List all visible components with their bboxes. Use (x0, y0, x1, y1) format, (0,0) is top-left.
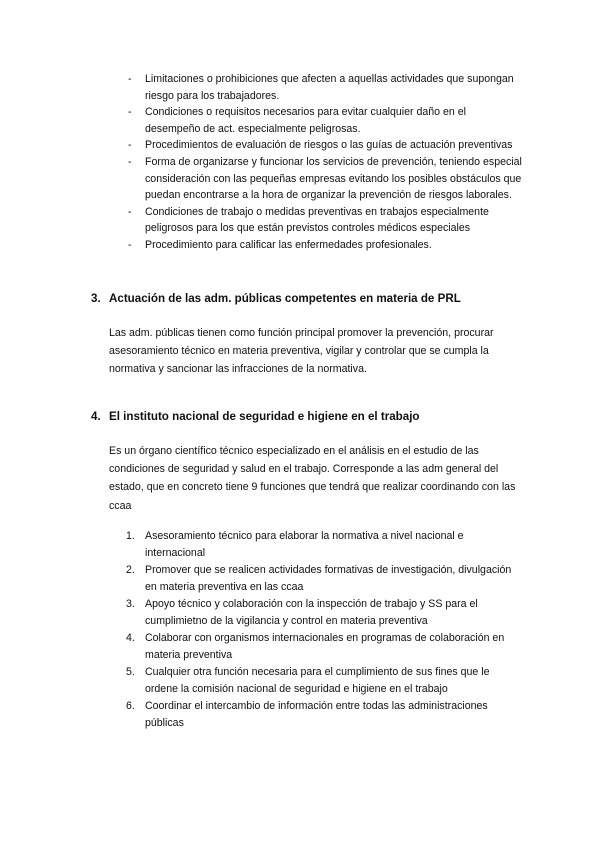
bullet-dash: - (128, 205, 132, 218)
item-number: 2. (126, 564, 135, 576)
section-4-heading (91, 409, 561, 425)
section-3-paragraph: Las adm. públicas tienen como función principal promover la prevención, procurar asesoramiento técnico en materia preventiva, vigilar y controlar que se cumpla la normativa y sancionar las infracciones de la normativa. (109, 327, 494, 376)
section-3-number: 3. (91, 292, 101, 305)
list-item-text: Procedimientos de evaluación de riesgos o las guías de actuación preventivas (145, 139, 513, 152)
list-item (0, 596, 600, 630)
list-item-text: Cualquier otra función necesaria para el cumplimiento de sus fines que le ordene la comisión nacional de seguridad e higiene en el trabajo (145, 666, 490, 695)
bullet-list (0, 71, 600, 254)
bullet-dash: - (128, 73, 132, 85)
item-number: 1. (126, 530, 135, 542)
list-item-text: Procedimiento para calificar las enfermedades profesionales. (145, 238, 432, 251)
numbered-list (0, 528, 600, 732)
list-item-text: Asesoramiento técnico para elaborar la normativa a nivel nacional e internacional (145, 530, 464, 559)
list-item (0, 137, 600, 154)
list-item (0, 104, 600, 137)
list-item (0, 204, 600, 237)
list-item (0, 237, 600, 254)
section-4-title: El instituto nacional de seguridad e higiene en el trabajo (109, 410, 420, 423)
list-item-text: Limitaciones o prohibiciones que afecten a aquellas actividades que supongan riesgo para los trabajadores. (145, 73, 514, 102)
list-item (0, 562, 600, 596)
list-item (0, 664, 600, 698)
list-item (0, 528, 600, 562)
list-item-text: Condiciones o requisitos necesarios para evitar cualquier daño en el desempeño de act. especialmente peligrosas. (145, 106, 466, 135)
item-number: 3. (126, 598, 135, 610)
bullet-dash: - (128, 155, 132, 168)
item-number: 6. (126, 700, 135, 712)
list-item-text: Coordinar el intercambio de información entre todas las administraciones públicas (145, 700, 488, 729)
list-item-text: Promover que se realicen actividades formativas de investigación, divulgación en materia preventiva en las ccaa (145, 564, 512, 593)
bullet-dash: - (128, 106, 132, 119)
list-item-text: Colaborar con organismos internacionales en programas de colaboración en materia preventiva (145, 632, 505, 661)
item-number: 5. (126, 666, 135, 678)
list-item (0, 154, 600, 204)
section-3-title: Actuación de las adm. públicas competentes en materia de PRL (109, 292, 461, 305)
bullet-dash: - (128, 238, 132, 251)
section-4-paragraph: Es un órgano científico técnico especializado en el análisis en el estudio de las condiciones de seguridad y salud en el trabajo. Corresponde a las adm general del estado, que en concreto tiene 9 funciones que tendrá que realizar coordinando con las ccaa (109, 445, 516, 512)
list-item (0, 630, 600, 664)
item-number: 4. (126, 632, 135, 644)
list-item-text: Forma de organizarse y funcionar los servicios de prevención, teniendo especial consideración con las pequeñas empresas evitando los posibles obstáculos que puedan encontrarse a la hora de organizar la prevención de riesgos laborales. (145, 155, 522, 202)
list-item (0, 71, 600, 104)
list-item-text: Apoyo técnico y colaboración con la inspección de trabajo y SS para el cumplimietno de la vigilancia y control en materia preventiva (145, 598, 478, 627)
bullet-dash: - (128, 139, 132, 152)
section-3-heading (91, 291, 561, 307)
section-4-number: 4. (91, 410, 101, 423)
list-item (0, 698, 600, 732)
list-item-text: Condiciones de trabajo o medidas preventivas en trabajos especialmente peligrosos para los que están previstos controles médicos especiales (145, 205, 489, 235)
